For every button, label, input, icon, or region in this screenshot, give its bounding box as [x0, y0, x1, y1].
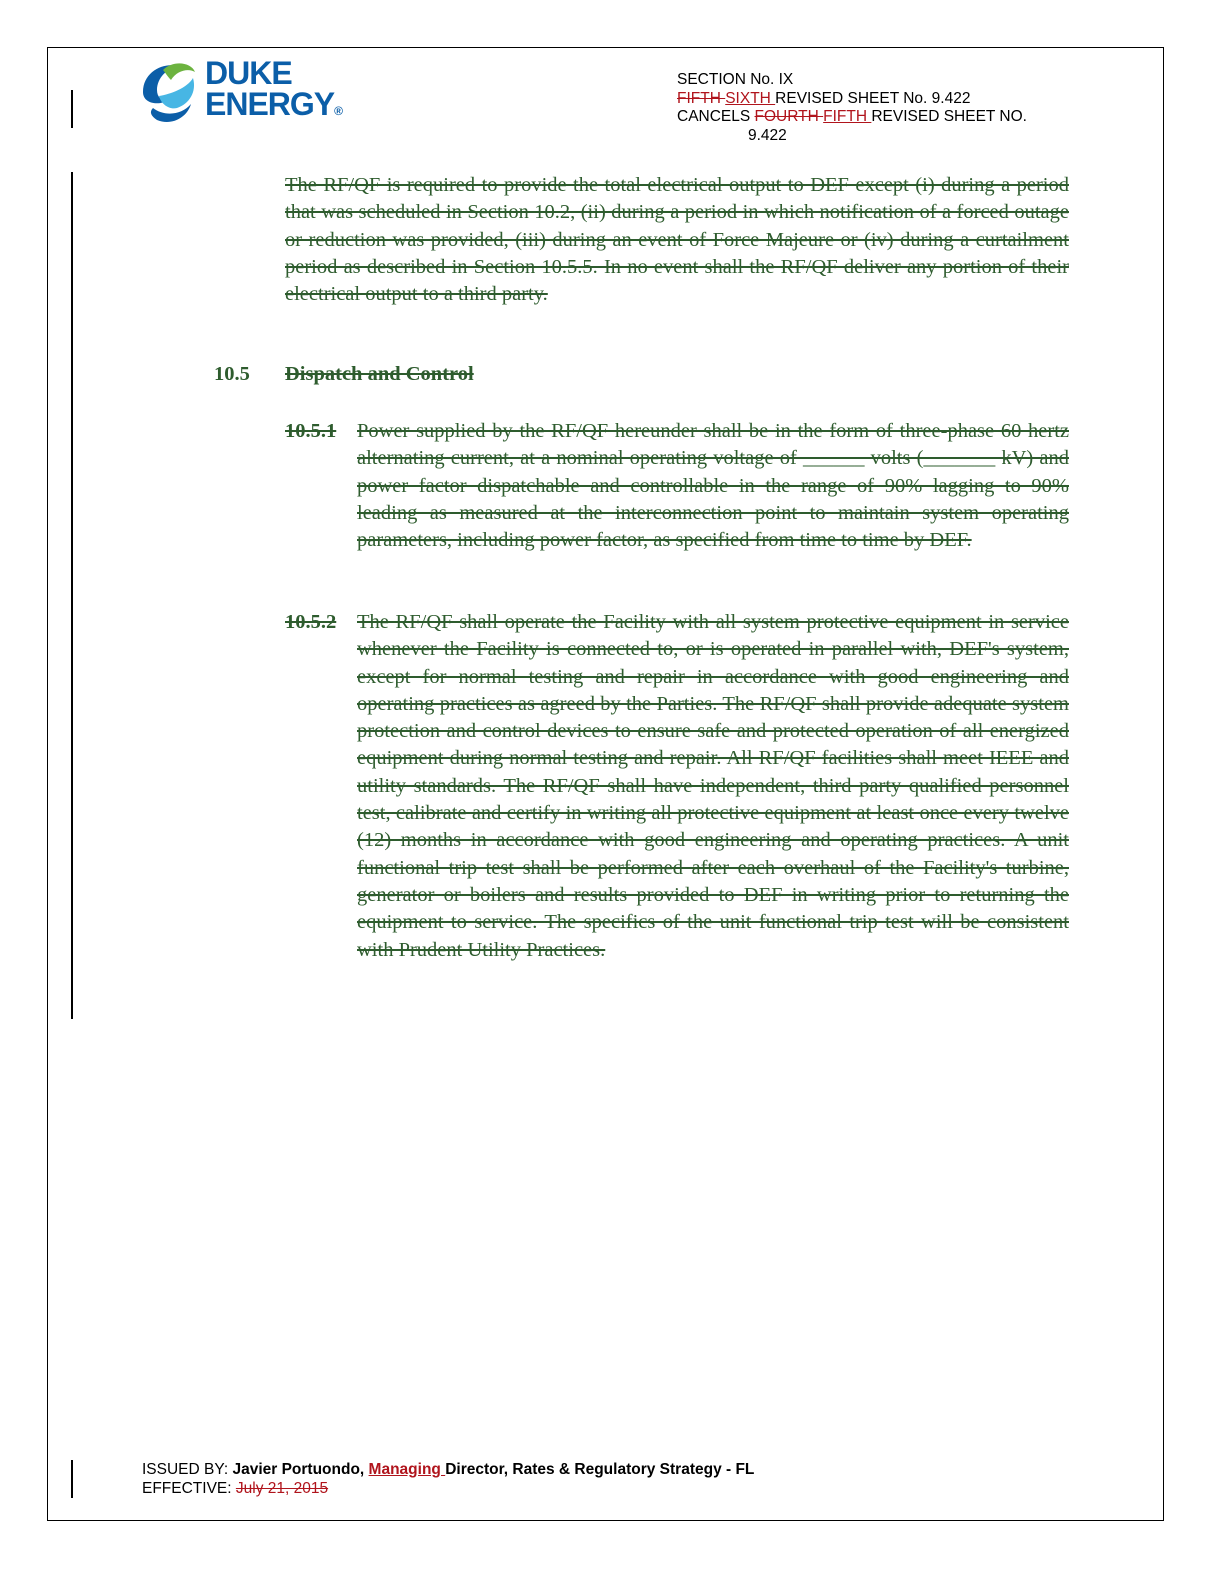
duke-energy-logo [133, 55, 348, 128]
issued-by-title: Director, Rates & Regulatory Strategy - FL [445, 1461, 755, 1478]
issued-by-inserted: Managing [368, 1461, 446, 1478]
cancels-prefix: CANCELS [677, 108, 755, 125]
change-bar-footer [71, 1460, 73, 1498]
registered-mark: ® [334, 104, 343, 118]
effective-label: EFFECTIVE: [142, 1480, 236, 1497]
duke-energy-swirl-icon [133, 58, 205, 128]
subsection-1-text: Power supplied by the RF/QF hereunder shall be in the form of three-phase 60 hertz alternating current, at a nominal operating voltage of ______ volts (_______ kV) and power factor dispatchable and controllable in the range of 90% lagging to 90% leading as measured at the interconnection point to maintain system operating parameters, including power factor, as specified from time to time by DEF. [357, 420, 1069, 552]
issued-by-name: Javier Portuondo, [232, 1461, 369, 1478]
footer [142, 1460, 754, 1498]
cancels-deleted-text: FOURTH [754, 108, 824, 125]
sheet-rest-text: REVISED SHEET No. 9.422 [775, 89, 971, 107]
subsection-2-number: 10.5.2 [285, 611, 337, 633]
sheet-inserted-text: SIXTH [725, 89, 776, 107]
effective-line [142, 1479, 754, 1498]
cancels-rest-text: REVISED SHEET NO. [871, 108, 1027, 125]
sheet-header [677, 71, 1027, 145]
section-heading-number: 10.5 [214, 363, 250, 385]
subsection-2-text: The RF/QF shall operate the Facility with all system protective equipment in service whenever the Facility is connected to, or is operated in parallel with, DEF's system, except for normal testing and repair in accordance with good engineering and operating practices as agreed by the Parties. The RF/QF shall provide adequate system protection and control devices to ensure safe and protected operation of all energized equipment during normal testing and repair. All RF/QF facilities shall meet IEEE and utility standards. The RF/QF shall have independent, third party qualified personnel test, calibrate and certify in writing all protective equipment at least once every twelve (12) months in accordance with good engineering and operating practices. A unit functional trip test shall be performed after each overhaul of the Facility's turbine, generator or boilers and results provided to DEF in writing prior to returning the equipment to service. The specifics of the unit functional trip test will be consistent with Prudent Utility Practices. [357, 611, 1069, 961]
section-heading-title: Dispatch and Control [285, 363, 474, 385]
cancels-line [677, 108, 1027, 127]
intro-paragraph: The RF/QF is required to provide the total electrical output to DEF except (i) during a period that was scheduled in Section 10.2, (ii) during a period in which notification of a forced outage or reduction was provided, (iii) during an event of Force Majeure or (iv) during a curtailment period as described in Section 10.5.5. In no event shall the RF/QF deliver any portion of their electrical output to a third party. [285, 174, 1069, 306]
change-bar-header [71, 90, 73, 128]
section-heading [214, 363, 474, 386]
issued-by-line [142, 1460, 754, 1479]
issued-by-label: ISSUED BY: [142, 1461, 233, 1478]
sheet-deleted-text: FIFTH [677, 89, 726, 107]
effective-deleted-date: July 21, 2015 [235, 1480, 329, 1497]
subsection-1-number: 10.5.1 [285, 420, 337, 442]
cancels-inserted-text: FIFTH [823, 108, 872, 125]
section-number: SECTION No. IX [677, 71, 794, 88]
cancels-sheet-number: 9.422 [748, 126, 787, 144]
logo-text-duke: DUKE [205, 55, 292, 91]
logo-text-energy: ENERGY [205, 86, 335, 122]
change-bar-body [71, 172, 73, 1019]
revised-sheet-line [677, 90, 1027, 109]
